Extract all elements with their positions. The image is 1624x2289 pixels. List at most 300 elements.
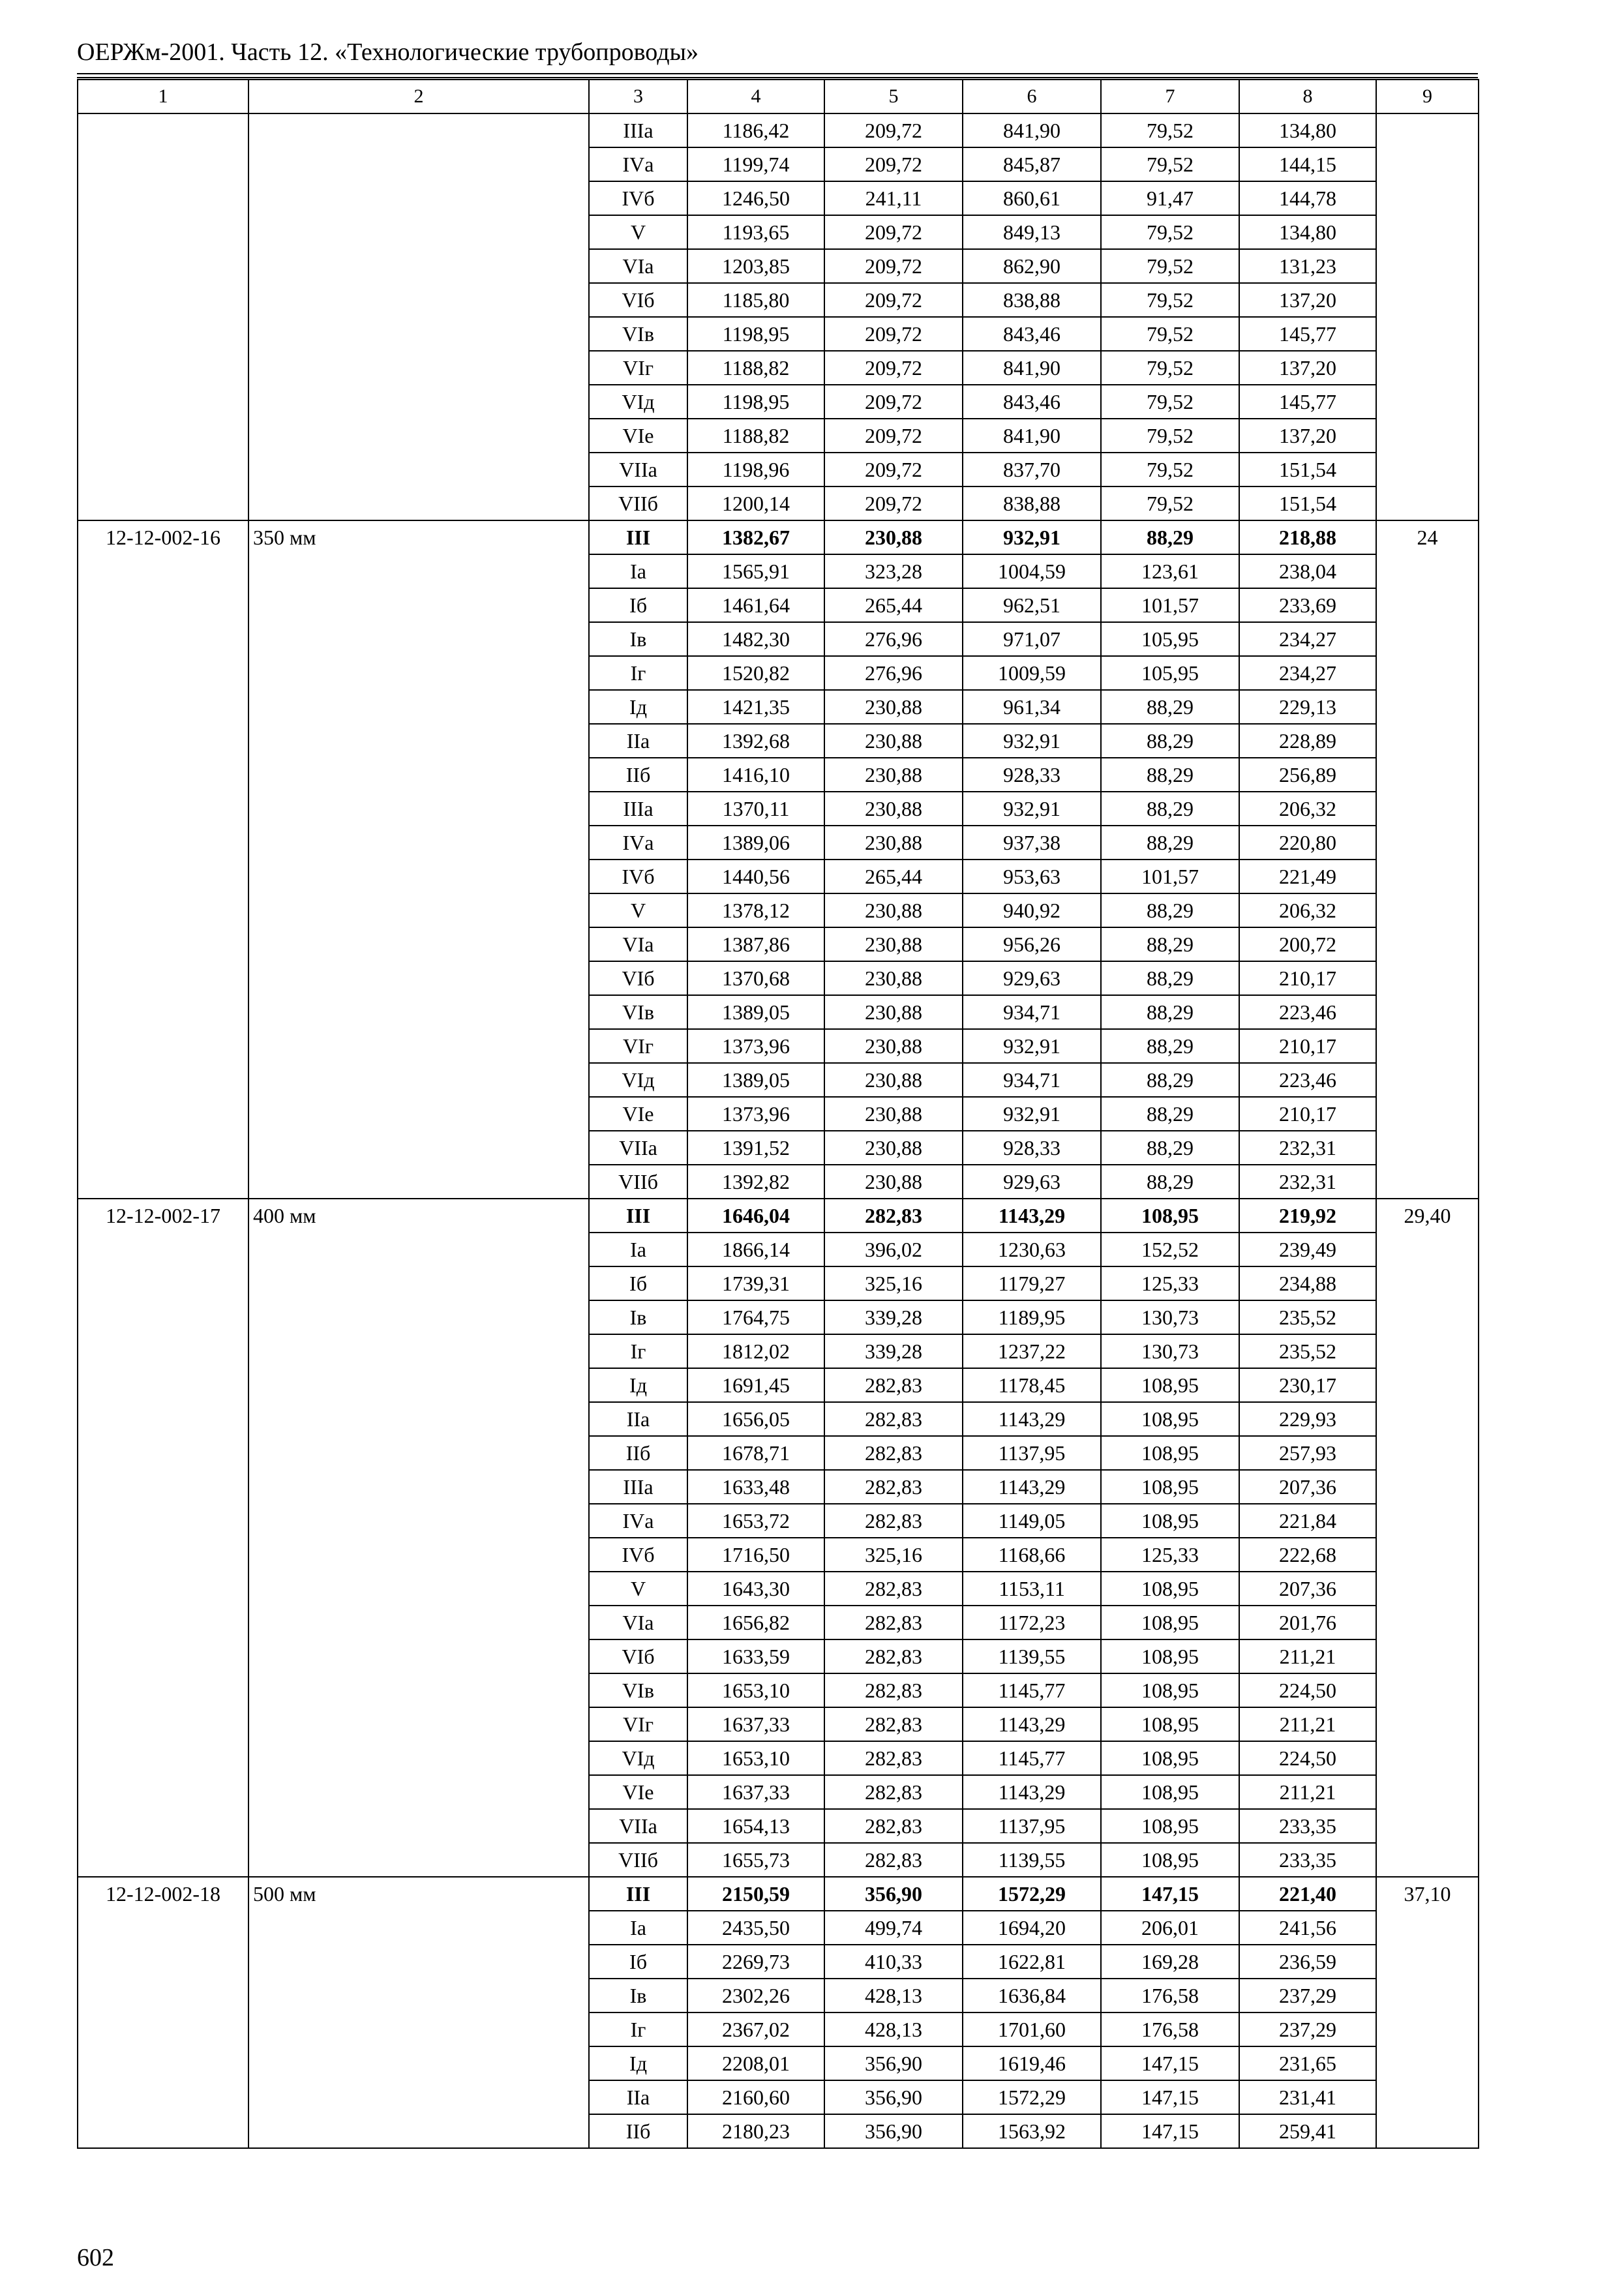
value-cell: 145,77 [1239,317,1376,351]
value-cell: 1237,22 [963,1334,1101,1368]
value-cell: 230,88 [824,520,963,554]
value-cell: 151,54 [1239,486,1376,520]
value-cell: 1185,80 [687,283,824,317]
value-cell: 1189,95 [963,1300,1101,1334]
value-cell: 1565,91 [687,554,824,588]
value-cell: 1139,55 [963,1639,1101,1673]
category-cell: VIд [589,1063,687,1097]
value-cell: 1193,65 [687,215,824,249]
value-cell: 125,33 [1101,1266,1239,1300]
value-cell: 88,29 [1101,724,1239,758]
value-cell: 940,92 [963,893,1101,927]
value-cell: 147,15 [1101,1877,1239,1911]
table-row [78,113,1479,147]
value-cell: 282,83 [824,1673,963,1707]
value-cell: 88,29 [1101,1165,1239,1199]
value-cell: 234,27 [1239,656,1376,690]
value-cell: 144,78 [1239,181,1376,215]
value-cell: 259,41 [1239,2114,1376,2148]
value-cell: 176,58 [1101,2012,1239,2046]
value-cell: 1004,59 [963,554,1101,588]
value-cell: 1637,33 [687,1775,824,1809]
value-cell: 108,95 [1101,1368,1239,1402]
category-cell: Iв [589,1979,687,2012]
value-cell: 134,80 [1239,113,1376,147]
value-cell: 105,95 [1101,622,1239,656]
value-cell: 2367,02 [687,2012,824,2046]
value-cell: 230,88 [824,995,963,1029]
value-cell: 221,40 [1239,1877,1376,1911]
value-cell: 88,29 [1101,893,1239,927]
category-cell: VIIб [589,1165,687,1199]
value-cell: 108,95 [1101,1504,1239,1538]
category-cell: V [589,215,687,249]
value-cell: 862,90 [963,249,1101,283]
category-cell: IVб [589,181,687,215]
value-cell: 79,52 [1101,486,1239,520]
value-cell: 838,88 [963,283,1101,317]
value-cell: 356,90 [824,2046,963,2080]
value-cell: 1137,95 [963,1436,1101,1470]
value-cell: 1370,11 [687,792,824,826]
category-cell: VIб [589,1639,687,1673]
value-cell: 1812,02 [687,1334,824,1368]
value-cell: 2302,26 [687,1979,824,2012]
category-cell: VIд [589,1741,687,1775]
value-cell: 2150,59 [687,1877,824,1911]
value-cell: 230,88 [824,792,963,826]
category-cell: Iа [589,1911,687,1945]
value-cell: 953,63 [963,860,1101,893]
value-cell: 282,83 [824,1741,963,1775]
category-cell: VIг [589,1707,687,1741]
value-cell: 1178,45 [963,1368,1101,1402]
category-cell: VIа [589,249,687,283]
column-number: 6 [963,80,1101,113]
column-number: 5 [824,80,963,113]
value-cell: 932,91 [963,792,1101,826]
value-cell: 224,50 [1239,1741,1376,1775]
value-cell: 108,95 [1101,1572,1239,1606]
header-rule [77,77,1478,78]
value-cell: 237,29 [1239,1979,1376,2012]
value-cell: 230,17 [1239,1368,1376,1402]
value-cell: 356,90 [824,2080,963,2114]
diameter-cell [248,113,589,520]
code-cell: 12-12-002-16 [78,520,248,1199]
value-cell: 137,20 [1239,419,1376,453]
column-number: 2 [248,80,589,113]
value-cell: 356,90 [824,1877,963,1911]
value-cell: 79,52 [1101,249,1239,283]
category-cell: Iг [589,656,687,690]
value-cell: 928,33 [963,758,1101,792]
category-cell: VIб [589,961,687,995]
value-cell: 137,20 [1239,351,1376,385]
value-cell: 1654,13 [687,1809,824,1843]
value-cell: 224,50 [1239,1673,1376,1707]
value-cell: 79,52 [1101,215,1239,249]
value-cell: 237,29 [1239,2012,1376,2046]
value-cell: 209,72 [824,385,963,419]
value-cell: 88,29 [1101,927,1239,961]
value-cell: 79,52 [1101,453,1239,486]
value-cell: 210,17 [1239,961,1376,995]
value-cell: 108,95 [1101,1673,1239,1707]
category-cell: Iа [589,1233,687,1266]
diameter-cell: 500 мм [248,1877,589,2148]
value-cell: 105,95 [1101,656,1239,690]
value-cell: 229,13 [1239,690,1376,724]
value-cell: 282,83 [824,1368,963,1402]
value-cell: 1370,68 [687,961,824,995]
value-cell: 928,33 [963,1131,1101,1165]
value-cell: 108,95 [1101,1639,1239,1673]
value-cell: 323,28 [824,554,963,588]
value-cell: 229,93 [1239,1402,1376,1436]
value-cell: 1716,50 [687,1538,824,1572]
category-cell: IVа [589,1504,687,1538]
value-cell: 207,36 [1239,1572,1376,1606]
category-cell: VIа [589,1606,687,1639]
table-row [78,520,1479,554]
value-cell: 1643,30 [687,1572,824,1606]
value-cell: 210,17 [1239,1097,1376,1131]
category-cell: VIIб [589,1843,687,1877]
value-cell: 1656,82 [687,1606,824,1639]
value-cell: 410,33 [824,1945,963,1979]
value-cell: 282,83 [824,1572,963,1606]
value-cell: 209,72 [824,283,963,317]
value-cell: 282,83 [824,1809,963,1843]
value-cell: 1389,05 [687,995,824,1029]
category-cell: VIб [589,283,687,317]
value-cell: 1653,72 [687,1504,824,1538]
value-cell: 339,28 [824,1300,963,1334]
value-cell: 837,70 [963,453,1101,486]
value-cell: 1391,52 [687,1131,824,1165]
value-cell: 282,83 [824,1639,963,1673]
value-cell: 1246,50 [687,181,824,215]
value-cell: 282,83 [824,1402,963,1436]
value-cell: 108,95 [1101,1199,1239,1233]
value-cell: 1416,10 [687,758,824,792]
value-cell: 256,89 [1239,758,1376,792]
value-cell: 1009,59 [963,656,1101,690]
value-cell: 1139,55 [963,1843,1101,1877]
category-cell: VIг [589,351,687,385]
category-cell: VIIа [589,453,687,486]
diameter-cell: 400 мм [248,1199,589,1877]
category-cell: VIIб [589,486,687,520]
category-cell: VIв [589,1673,687,1707]
value-cell: 79,52 [1101,317,1239,351]
value-cell: 2160,60 [687,2080,824,2114]
value-cell: 1387,86 [687,927,824,961]
category-cell: Iв [589,622,687,656]
category-cell: IIб [589,1436,687,1470]
column-number: 4 [687,80,824,113]
value-cell: 79,52 [1101,113,1239,147]
category-cell: VIг [589,1029,687,1063]
value-cell: 108,95 [1101,1606,1239,1639]
value-cell: 230,88 [824,724,963,758]
value-cell: 241,56 [1239,1911,1376,1945]
category-cell: III [589,520,687,554]
value-cell: 108,95 [1101,1402,1239,1436]
category-cell: IIа [589,2080,687,2114]
value-cell: 1186,42 [687,113,824,147]
col9-cell: 29,40 [1376,1199,1479,1877]
value-cell: 236,59 [1239,1945,1376,1979]
value-cell: 396,02 [824,1233,963,1266]
value-cell: 101,57 [1101,860,1239,893]
value-cell: 282,83 [824,1775,963,1809]
value-cell: 79,52 [1101,147,1239,181]
category-cell: VIв [589,317,687,351]
value-cell: 849,13 [963,215,1101,249]
value-cell: 88,29 [1101,826,1239,860]
norms-table [77,79,1479,2149]
value-cell: 108,95 [1101,1707,1239,1741]
category-cell: VIIа [589,1809,687,1843]
category-cell: Iд [589,690,687,724]
value-cell: 325,16 [824,1538,963,1572]
value-cell: 1149,05 [963,1504,1101,1538]
value-cell: 209,72 [824,351,963,385]
value-cell: 234,27 [1239,622,1376,656]
value-cell: 221,84 [1239,1504,1376,1538]
value-cell: 257,93 [1239,1436,1376,1470]
category-cell: Iб [589,588,687,622]
category-cell: IVб [589,860,687,893]
category-cell: V [589,1572,687,1606]
value-cell: 843,46 [963,385,1101,419]
value-cell: 1392,82 [687,1165,824,1199]
value-cell: 860,61 [963,181,1101,215]
value-cell: 265,44 [824,860,963,893]
value-cell: 88,29 [1101,1063,1239,1097]
value-cell: 241,11 [824,181,963,215]
value-cell: 1646,04 [687,1199,824,1233]
value-cell: 88,29 [1101,995,1239,1029]
value-cell: 1636,84 [963,1979,1101,2012]
value-cell: 276,96 [824,656,963,690]
value-cell: 1153,11 [963,1572,1101,1606]
value-cell: 88,29 [1101,1131,1239,1165]
value-cell: 130,73 [1101,1300,1239,1334]
value-cell: 325,16 [824,1266,963,1300]
value-cell: 1143,29 [963,1402,1101,1436]
value-cell: 233,69 [1239,588,1376,622]
value-cell: 79,52 [1101,283,1239,317]
category-cell: Iг [589,2012,687,2046]
category-cell: IIб [589,758,687,792]
value-cell: 282,83 [824,1436,963,1470]
column-number: 3 [589,80,687,113]
category-cell: IIIа [589,792,687,826]
category-cell: VIе [589,1097,687,1131]
value-cell: 131,23 [1239,249,1376,283]
column-number: 8 [1239,80,1376,113]
category-cell: IIIа [589,113,687,147]
value-cell: 152,52 [1101,1233,1239,1266]
column-number: 7 [1101,80,1239,113]
value-cell: 209,72 [824,215,963,249]
value-cell: 228,89 [1239,724,1376,758]
value-cell: 932,91 [963,1029,1101,1063]
value-cell: 1421,35 [687,690,824,724]
value-cell: 2269,73 [687,1945,824,1979]
category-cell: Iб [589,1945,687,1979]
value-cell: 206,32 [1239,893,1376,927]
value-cell: 845,87 [963,147,1101,181]
column-number: 9 [1376,80,1479,113]
value-cell: 230,88 [824,1131,963,1165]
value-cell: 101,57 [1101,588,1239,622]
diameter-cell: 350 мм [248,520,589,1199]
value-cell: 276,96 [824,622,963,656]
value-cell: 108,95 [1101,1843,1239,1877]
category-cell: IIа [589,1402,687,1436]
code-cell: 12-12-002-18 [78,1877,248,2148]
category-cell: V [589,893,687,927]
value-cell: 1633,59 [687,1639,824,1673]
value-cell: 230,88 [824,893,963,927]
col9-cell [1376,113,1479,520]
value-cell: 1482,30 [687,622,824,656]
value-cell: 932,91 [963,724,1101,758]
value-cell: 1633,48 [687,1470,824,1504]
category-cell: VIв [589,995,687,1029]
header-rule [77,73,1478,74]
category-cell: VIе [589,419,687,453]
value-cell: 230,88 [824,1097,963,1131]
value-cell: 230,88 [824,690,963,724]
column-number: 1 [78,80,248,113]
value-cell: 962,51 [963,588,1101,622]
value-cell: 79,52 [1101,419,1239,453]
value-cell: 235,52 [1239,1334,1376,1368]
value-cell: 1137,95 [963,1809,1101,1843]
value-cell: 1198,96 [687,453,824,486]
value-cell: 209,72 [824,419,963,453]
value-cell: 1653,10 [687,1673,824,1707]
value-cell: 932,91 [963,1097,1101,1131]
value-cell: 209,72 [824,317,963,351]
value-cell: 151,54 [1239,453,1376,486]
value-cell: 265,44 [824,588,963,622]
value-cell: 206,32 [1239,792,1376,826]
value-cell: 1619,46 [963,2046,1101,2080]
value-cell: 841,90 [963,113,1101,147]
value-cell: 230,88 [824,927,963,961]
category-cell: VIд [589,385,687,419]
value-cell: 222,68 [1239,1538,1376,1572]
value-cell: 1389,05 [687,1063,824,1097]
value-cell: 282,83 [824,1843,963,1877]
category-cell: Iг [589,1334,687,1368]
value-cell: 1572,29 [963,2080,1101,2114]
value-cell: 1563,92 [963,2114,1101,2148]
value-cell: 201,76 [1239,1606,1376,1639]
value-cell: 209,72 [824,453,963,486]
table-row [78,1877,1479,1911]
value-cell: 145,77 [1239,385,1376,419]
value-cell: 130,73 [1101,1334,1239,1368]
category-cell: Iд [589,1368,687,1402]
value-cell: 144,15 [1239,147,1376,181]
value-cell: 176,58 [1101,1979,1239,2012]
value-cell: 282,83 [824,1199,963,1233]
category-cell: III [589,1199,687,1233]
value-cell: 210,17 [1239,1029,1376,1063]
value-cell: 79,52 [1101,351,1239,385]
value-cell: 123,61 [1101,554,1239,588]
value-cell: 961,34 [963,690,1101,724]
value-cell: 1172,23 [963,1606,1101,1639]
value-cell: 1739,31 [687,1266,824,1300]
value-cell: 1866,14 [687,1233,824,1266]
value-cell: 231,65 [1239,2046,1376,2080]
value-cell: 211,21 [1239,1775,1376,1809]
value-cell: 1392,68 [687,724,824,758]
value-cell: 238,04 [1239,554,1376,588]
value-cell: 934,71 [963,995,1101,1029]
value-cell: 125,33 [1101,1538,1239,1572]
value-cell: 232,31 [1239,1131,1376,1165]
value-cell: 1373,96 [687,1029,824,1063]
value-cell: 211,21 [1239,1639,1376,1673]
category-cell: VIе [589,1775,687,1809]
col9-cell: 24 [1376,520,1479,1199]
value-cell: 219,92 [1239,1199,1376,1233]
value-cell: 1230,63 [963,1233,1101,1266]
value-cell: 169,28 [1101,1945,1239,1979]
value-cell: 1200,14 [687,486,824,520]
value-cell: 1382,67 [687,520,824,554]
value-cell: 838,88 [963,486,1101,520]
value-cell: 231,41 [1239,2080,1376,2114]
value-cell: 220,80 [1239,826,1376,860]
value-cell: 108,95 [1101,1470,1239,1504]
col9-cell: 37,10 [1376,1877,1479,2148]
column-number-row [78,80,1479,113]
value-cell: 971,07 [963,622,1101,656]
value-cell: 1764,75 [687,1300,824,1334]
value-cell: 147,15 [1101,2114,1239,2148]
value-cell: 147,15 [1101,2046,1239,2080]
category-cell: VIIа [589,1131,687,1165]
value-cell: 937,38 [963,826,1101,860]
value-cell: 1199,74 [687,147,824,181]
value-cell: 79,52 [1101,385,1239,419]
value-cell: 223,46 [1239,995,1376,1029]
value-cell: 1440,56 [687,860,824,893]
value-cell: 91,47 [1101,181,1239,215]
table-row [78,1199,1479,1233]
value-cell: 211,21 [1239,1707,1376,1741]
category-cell: Iд [589,2046,687,2080]
value-cell: 1145,77 [963,1741,1101,1775]
table-body [78,113,1479,2148]
category-cell: IIб [589,2114,687,2148]
value-cell: 1203,85 [687,249,824,283]
value-cell: 339,28 [824,1334,963,1368]
value-cell: 209,72 [824,486,963,520]
value-cell: 88,29 [1101,758,1239,792]
value-cell: 1389,06 [687,826,824,860]
